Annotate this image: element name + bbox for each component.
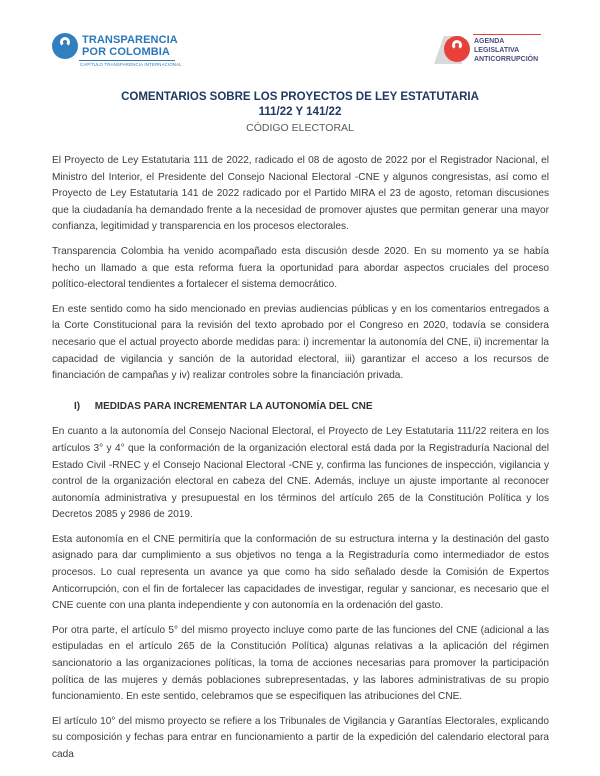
transparencia-emblem-icon: [52, 33, 78, 59]
transparencia-por-colombia-logo: [52, 31, 182, 73]
logo-text-line2: POR COLOMBIA: [82, 46, 170, 58]
section-paragraph: El artículo 10° del mismo proyecto se refiere a los Tribunales de Vigilancia y Garantías Electorales, explicando su composición y fechas para entrar en funcionamiento a partir de la expedición del calendario electoral para cada: [52, 715, 549, 760]
document-title-line1: COMENTARIOS SOBRE LOS PROYECTOS DE LEY ESTATUTARIA: [121, 91, 479, 103]
intro-paragraph: Transparencia Colombia ha venido acompañado esta discusión desde 2020. En su momento ya se había hecho un llamado a que esta reforma fuera la oportunidad para abordar aspectos cruciales del proceso político-electoral tendientes a fortalecer el sistema democrático.: [52, 245, 549, 291]
logo-text-line1: TRANSPARENCIA: [82, 34, 178, 46]
logo-divider: [473, 34, 541, 35]
document-subtitle: CÓDIGO ELECTORAL: [246, 122, 354, 134]
document-body: [52, 153, 549, 772]
section-heading-text: MEDIDAS PARA INCREMENTAR LA AUTONOMÍA DEL CNE: [94, 400, 373, 412]
logo-text-line1: AGENDA: [474, 38, 505, 45]
logo-divider: [79, 60, 175, 61]
intro-paragraph: El Proyecto de Ley Estatutaria 111 de 2022, radicado el 08 de agosto de 2022 por el Registrador Nacional, el Ministro del Interior, el Presidente del Consejo Nacional Electoral -CNE y algunos congresistas, así como el Proyecto de Ley Estatutaria 141 de 2022 radicado por el Partido MIRA el 23 de agosto, retoman discusiones que la ciudadanía ha demandado frente a la necesidad de promover ajustes que permitan generar una mayor confianza, legitimidad y transparencia en los procesos electorales.: [52, 155, 549, 233]
section-number: I): [74, 400, 81, 412]
page-header: [0, 0, 600, 80]
agenda-legislativa-logo: [434, 30, 554, 70]
section-heading: [52, 399, 549, 416]
logo-subline: CAPÍTULO TRANSPARENCIA INTERNACIONAL: [80, 62, 182, 67]
document-title-block: [0, 90, 600, 135]
section-paragraph: En cuanto a la autonomía del Consejo Nacional Electoral, el Proyecto de Ley Estatutaria 111/22 reitera en los artículos 3° y 4° que la conformación de la organización electoral está dada por la Registraduría Nacional del Estado Civil -RNEC y el Consejo Nacional Electoral -CNE y, confirma las funciones de inspección, vigilancia y control de la organización electoral en cabeza del CNE. Además, incluye un ajuste importante al reconocer autonomía administrativa y presupuestal en los términos del artículo 265 de la Constitución Política y los Decretos 2085 y 2986 de 2019.: [52, 426, 549, 521]
document-title-line2: 111/22 Y 141/22: [258, 106, 342, 118]
section-paragraph: Esta autonomía en el CNE permitiría que la conformación de su estructura interna y la destinación del gasto asignado para dar cumplimiento a sus objetivos no tenga a la Registraduría como intermediador de estos procesos. Lo cual representa un avance ya que como ha sido señalado desde la Comisión de Expertos Anticorrupción, con el fin de fortalecer las capacidades de investigar, regular y sancionar, es necesario que el CNE cuente con una planta independiente y con autonomía en la ordenación del gasto.: [52, 533, 549, 612]
logo-text-line3: ANTICORRUPCIÓN: [474, 56, 539, 63]
agenda-emblem-icon: [444, 36, 470, 62]
intro-paragraph: En este sentido como ha sido mencionado en previas audiencias públicas y en los comentarios entregados a la Corte Constitucional para la revisión del texto aprobado por el Congreso en 2020, todavía se considera necesario que el actual proyecto aborde medidas para: i) incrementar la autonomía del CNE, ii) incrementar la capacidad de vigilancia y sanción de la autoridad electoral, iii) garantizar el acceso a los recursos de financiación de campañas y iv) realizar controles sobre la financiación privada.: [52, 303, 549, 382]
section-paragraph: Por otra parte, el artículo 5° del mismo proyecto incluye como parte de las funciones del CNE (adicional a las estipuladas en el artículo 265 de la Constitución Política) algunas relativas a la aplicación del régimen sancionatorio a las organizaciones políticas, la toma de acciones necesarias para promover la participación política de las mujeres y demás poblaciones subrepresentadas, y las labores administrativas de su propio funcionamiento. En este sentido, celebramos que se especifiquen las atribuciones del CNE.: [52, 624, 549, 703]
logo-text-line2: LEGISLATIVA: [474, 47, 520, 54]
